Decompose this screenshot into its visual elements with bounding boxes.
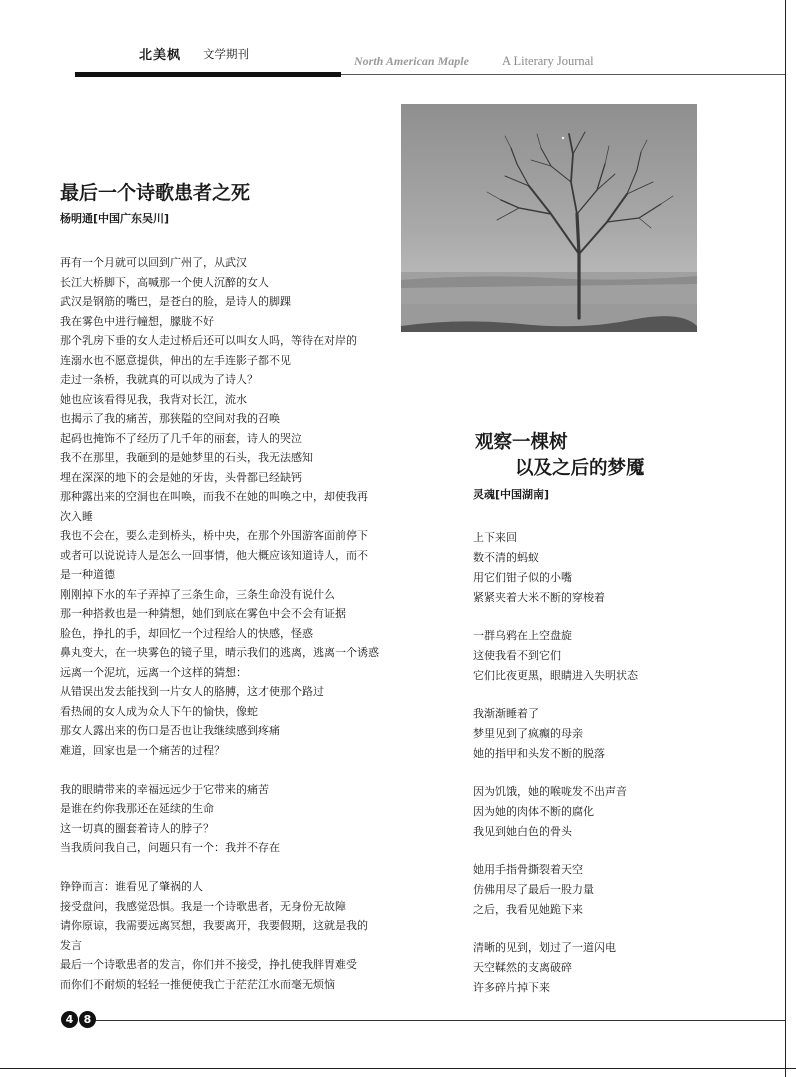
poem-line: 她也应该看得见我，我背对长江，流水: [60, 392, 247, 406]
poem-line: 我也不会在，要么走到桥头，桥中央，在那个外国游客面前停下: [60, 529, 368, 542]
stanza-gap: [473, 608, 773, 626]
stanza-gap: [60, 760, 405, 780]
poem-line: 是一种道德: [60, 568, 115, 581]
poem-line: 刚刚掉下水的车子弄掉了三条生命，三条生命没有说什么: [60, 587, 335, 601]
page-number-digit: 4: [61, 1011, 78, 1028]
poem-line: 紧紧夹着大米不断的穿梭着: [473, 591, 605, 604]
poem-line: 走过一条桥，我就真的可以成为了诗人？: [60, 373, 258, 386]
poem-line: 远离一个泥坑，远离一个这样的猜想：: [60, 665, 247, 679]
page-bottom-border: [0, 1068, 796, 1069]
poem-line: 这使我看不到它们: [473, 649, 561, 662]
poem-line: 我见到她白色的骨头: [473, 825, 572, 838]
magazine-title-cn: 北美枫: [139, 48, 182, 63]
poem-line: 她用手指骨撕裂着天空: [473, 863, 583, 876]
poem-line: 梦里见到了疯癫的母亲: [473, 727, 583, 740]
poem-line: 那女人露出来的伤口是否也让我继续感到疼痛: [60, 724, 280, 737]
stanza-gap: [473, 764, 773, 782]
page-right-border: [785, 0, 786, 1077]
poem-line: 上下来回: [473, 531, 517, 544]
poem-line: 仿佛用尽了最后一股力量: [473, 883, 594, 896]
stanza-gap: [60, 858, 405, 878]
poem-line: 鼻丸变大，在一块雾色的镜子里，晴示我们的逃离，逃离一个诱惑: [60, 646, 379, 659]
poem-line: 用它们钳子似的小嘴: [473, 571, 572, 584]
poem-line: 次入睡: [60, 509, 93, 523]
poem-line: 那个乳房下垂的女人走过桥后还可以叫女人吗，等待在对岸的: [60, 334, 357, 347]
poem-line: 因为饥饿，她的喉咙发不出声音: [473, 785, 627, 798]
poem-line: 脸色，挣扎的手，却回忆一个过程给人的快感，怪惑: [60, 626, 313, 640]
poem-line: 连溺水也不愿意提供，伸出的左手连影子都不见: [60, 353, 291, 367]
magazine-title-en: North American Maple: [354, 54, 469, 68]
poem-line: 这一切真的圈套着诗人的脖子？: [60, 821, 214, 835]
stanza-gap: [473, 842, 773, 860]
poem1-title: 最后一个诗歌患者之死: [60, 182, 251, 204]
poem-line: 天空鞣然的支离破碎: [473, 961, 572, 974]
poem2-title-line1: 观察一棵树: [475, 432, 568, 453]
poem-line: 她的指甲和头发不断的脱落: [473, 747, 605, 760]
poem-line: 清晰的见到，划过了一道闪电: [473, 941, 616, 954]
poem-line: 一群乌鸦在上空盘旋: [473, 629, 572, 642]
poem-line: 或者可以说说诗人是怎么一回事情，他大概应该知道诗人，而不: [60, 548, 368, 562]
poem-line: 那种露出来的空洞也在叫唤，而我不在她的叫唤之中，却使我再: [60, 490, 368, 503]
bare-tree-photo: [401, 104, 697, 332]
magazine-subtitle-en: A Literary Journal: [502, 54, 594, 68]
stanza-gap: [473, 686, 773, 704]
magazine-subtitle-cn: 文学期刊: [203, 47, 249, 61]
poem2-author: 灵魂[中国湖南]: [473, 488, 550, 501]
poem-line: 而你们不耐烦的轻轻一推便使我亡于茫茫江水而毫无烦恼: [60, 977, 335, 991]
poem-line: 因为她的肉体不断的腐化: [473, 805, 594, 818]
poem2-title-line2: 以及之后的梦魇: [515, 458, 645, 479]
poem-line: 接受盘问，我感觉恐惧。我是一个诗歌患者，无身份无故障: [60, 899, 346, 913]
poem-line: 长江大桥脚下，高喊那一个使人沉醉的女人: [60, 275, 269, 289]
poem-line: 也揭示了我的痛苦，那狭隘的空间对我的召唤: [60, 412, 280, 425]
poem-line: 起码也掩饰不了经历了几千年的丽套，诗人的哭泣: [60, 431, 302, 445]
poem-line: 再有一个月就可以回到广州了，从武汉: [60, 256, 247, 269]
poem2-body: [473, 528, 773, 998]
poem-line: 它们比夜更黑，眼睛进入失明状态: [473, 669, 638, 682]
poem-line: 我在雾色中进行幢想，朦胧不好: [60, 314, 214, 328]
poem-line: 当我质问我自己，问题只有一个：我并不存在: [60, 841, 280, 854]
poem-line: 我不在那里，我砸到的是她梦里的石头，我无法感知: [60, 451, 313, 464]
poem-line: 武汉是钢筋的嘴巴，是苍白的脸，是诗人的脚踝: [60, 295, 291, 308]
poem1-author: 杨明通[中国广东吴川]: [60, 212, 170, 225]
poem-line: 从错误出发去能找到一片女人的胳膊，这才使那个路过: [60, 685, 324, 698]
poem-line: 之后，我看见她跪下来: [473, 903, 583, 916]
poem-line: 那一种搭救也是一种猜想，她们到底在雾色中会不会有证据: [60, 607, 346, 620]
poem-line: 是谁在约你我那还在延续的生命: [60, 802, 214, 815]
poem-line: 看热闹的女人成为众人下午的愉快，像蛇: [60, 704, 258, 718]
poem-line: 难道，回家也是一个痛苦的过程？: [60, 743, 225, 757]
poem-line: 请你原谅，我需要远离冥想，我要离开，我要假期，这就是我的: [60, 919, 368, 932]
poem-line: 许多碎片掉下来: [473, 981, 550, 994]
poem-line: 我渐渐睡着了: [473, 707, 539, 720]
header-rule-thick: [75, 72, 341, 77]
poem-line: 最后一个诗歌患者的发言，你们并不接受，挣扎使我胖胃难受: [60, 958, 357, 971]
poem-line: 埋在深深的地下的会是她的牙齿，头骨都已经缺钙: [60, 470, 302, 484]
stanza-gap: [473, 920, 773, 938]
poem-line: 数不清的蚂蚁: [473, 551, 539, 564]
page-number-digit: 8: [79, 1011, 96, 1028]
poem1-body: [60, 253, 405, 994]
footer-rule: [90, 1020, 785, 1021]
poem-line: 我的眼睛带来的幸福远远少于它带来的痛苦: [60, 782, 269, 796]
poem-line: 发言: [60, 938, 82, 952]
poem-line: 铮铮而言：谁看见了肇祸的人: [60, 880, 203, 893]
header-rule-thin: [341, 74, 785, 75]
